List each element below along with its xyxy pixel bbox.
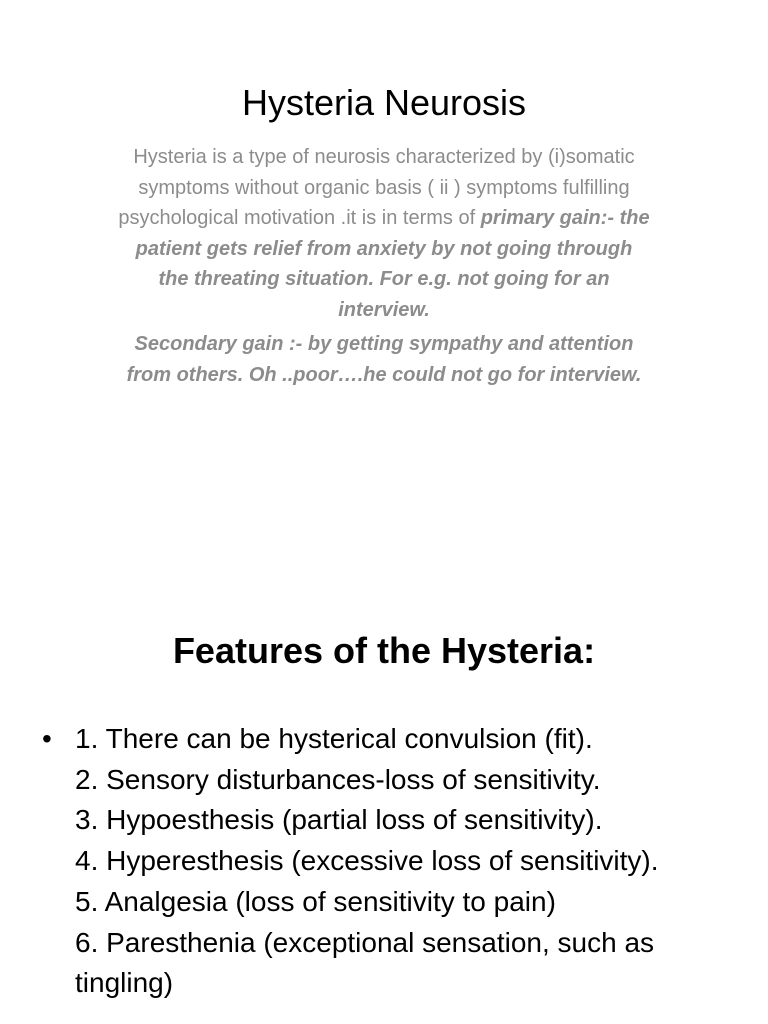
list-item: 2. Sensory disturbances-loss of sensitivity.	[75, 763, 601, 795]
slide-body	[118, 142, 650, 390]
bullet-icon: •	[42, 723, 52, 754]
list-item: 1. There can be hysterical convulsion (fit).	[75, 723, 593, 754]
list-item: 6. Paresthenia (exceptional sensation, such as tingling)	[75, 926, 655, 999]
list-item: 3. Hypoesthesis (partial loss of sensitivity).	[75, 804, 603, 836]
features-text	[75, 719, 732, 1004]
features-list	[42, 719, 732, 1004]
list-item: 4. Hyperesthesis (excessive loss of sensitivity).	[75, 845, 659, 877]
slide-features	[0, 576, 768, 1024]
slide-title: Features of the Hysteria:	[172, 630, 596, 671]
definition-paragraph	[118, 142, 650, 325]
slide-title: Hysteria Neurosis	[241, 82, 527, 123]
list-item: 5. Analgesia (loss of sensitivity to pain)	[75, 885, 556, 917]
definition-text: Hysteria is a type of neurosis characterized by (i)somatic symptoms without organic basis ( ii ) symptoms fulfilling psychological motivation .it is in terms of	[118, 146, 635, 229]
primary-gain-text: primary gain:- the patient gets relief from anxiety by not going through the threating situation. For e.g. not going for an interview.	[135, 207, 650, 321]
secondary-gain-text: Secondary gain :- by getting sympathy and attention from others. Oh ..poor….he could not go for interview.	[126, 333, 642, 386]
